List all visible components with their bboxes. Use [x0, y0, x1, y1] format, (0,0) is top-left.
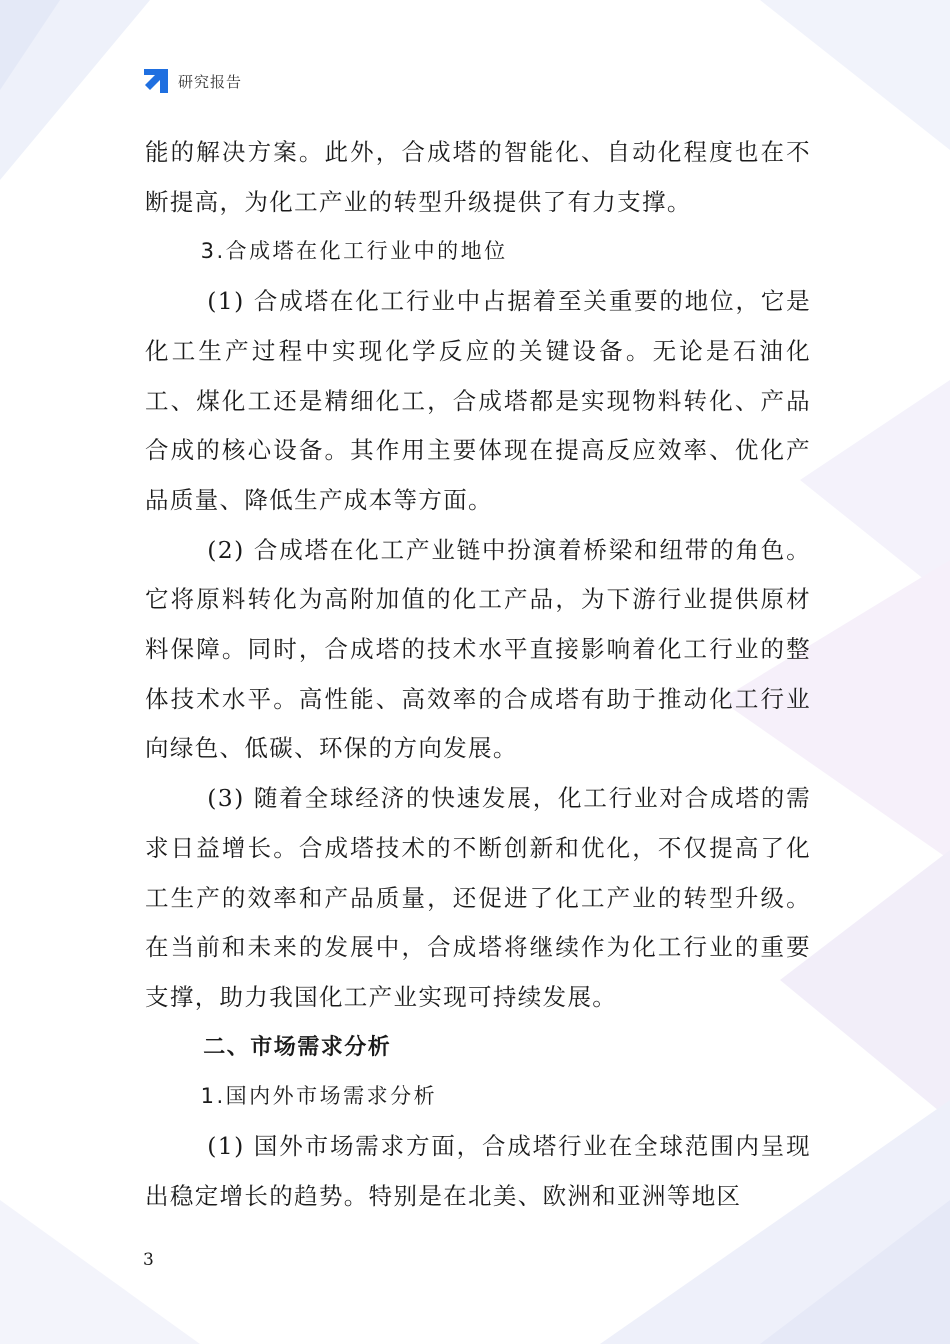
paragraph: (3) 随着全球经济的快速发展，化工行业对合成塔的需求日益增长。合成塔技术的不断创新和优化，不仅提高了化工生产的效率和产品质量，还促进了化工产业的转型升级。在当前和未来的发展中，合成塔将继续作为化工行业的重要支撑，助力我国化工产业实现可持续发展。: [145, 784, 811, 1011]
paragraph: (1) 国外市场需求方面，合成塔行业在全球范围内呈现出稳定增长的趋势。特别是在北美、欧洲和亚洲等地区: [145, 1132, 811, 1210]
section-heading: 3.合成塔在化工行业中的地位: [200, 239, 508, 264]
paragraph: (1) 合成塔在化工行业中占据着至关重要的地位，它是化工生产过程中实现化学反应的关键设备。无论是石油化工、煤化工还是精细化工，合成塔都是实现物料转化、产品合成的核心设备。其作用主要体现在提高反应效率、优化产品质量、降低生产成本等方面。: [145, 287, 811, 514]
report-header: [142, 66, 242, 96]
header-title: 研究报告: [178, 72, 243, 91]
chapter-heading: 二、市场需求分析: [203, 1034, 392, 1060]
document-body: [145, 128, 811, 1221]
paragraph: (2) 合成塔在化工产业链中扮演着桥梁和纽带的角色。它将原料转化为高附加值的化工产品，为下游行业提供原材料保障。同时，合成塔的技术水平直接影响着化工行业的整体技术水平。高性能、高效率的合成塔有助于推动化工行业向绿色、低碳、环保的方向发展。: [145, 535, 811, 763]
page-number: 3: [143, 1250, 154, 1270]
section-heading: 1.国内外市场需求分析: [200, 1084, 438, 1109]
paragraph: 能的解决方案。此外，合成塔的智能化、自动化程度也在不断提高，为化工产业的转型升级提供了有力支撑。: [145, 138, 811, 216]
arrow-up-right-icon: [142, 67, 170, 95]
